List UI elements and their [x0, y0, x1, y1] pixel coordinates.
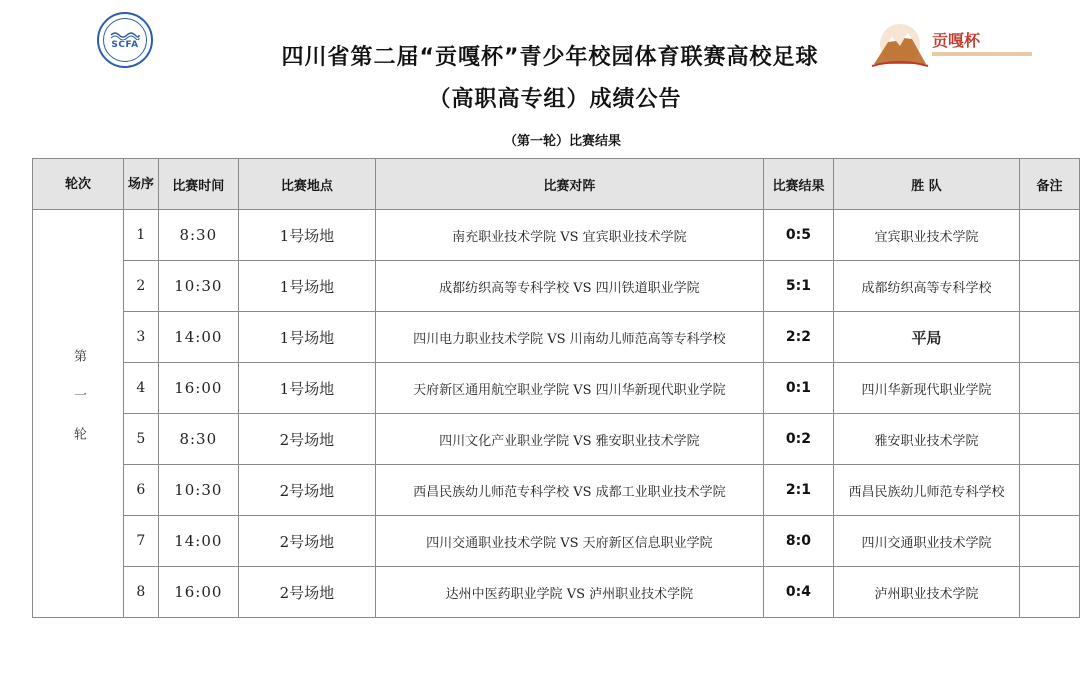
match-cell: 达州中医药职业学院 VS 泸州职业技术学院 — [375, 567, 763, 618]
match-cell: 天府新区通用航空职业学院 VS 四川华新现代职业学院 — [375, 363, 763, 414]
notes-cell — [1020, 261, 1080, 312]
notes-cell — [1020, 210, 1080, 261]
round-subtitle: （第一轮）比赛结果 — [503, 134, 621, 149]
score-cell: 8:0 — [763, 516, 833, 567]
header-match: 比赛对阵 — [375, 159, 763, 210]
venue-cell: 1号场地 — [238, 312, 375, 363]
seq-cell: 6 — [124, 465, 159, 516]
seq-cell: 2 — [124, 261, 159, 312]
table-row — [33, 261, 1080, 312]
time-cell: 8:30 — [158, 210, 238, 261]
match-cell: 南充职业技术学院 VS 宜宾职业技术学院 — [375, 210, 763, 261]
header-seq: 场序 — [124, 159, 159, 210]
venue-cell: 1号场地 — [238, 210, 375, 261]
time-cell: 10:30 — [158, 261, 238, 312]
notes-cell — [1020, 516, 1080, 567]
round-label: 第一轮 — [71, 349, 86, 466]
time-cell: 10:30 — [158, 465, 238, 516]
winner-cell: 宜宾职业技术学院 — [833, 210, 1019, 261]
header-time: 比赛时间 — [158, 159, 238, 210]
match-cell: 四川电力职业技术学院 VS 川南幼儿师范高等专科学校 — [375, 312, 763, 363]
scfa-logo-text: SCFA — [111, 40, 139, 50]
table-row — [33, 414, 1080, 465]
time-cell: 16:00 — [158, 363, 238, 414]
winner-cell: 泸州职业技术学院 — [833, 567, 1019, 618]
time-cell: 14:00 — [158, 516, 238, 567]
score-cell: 0:5 — [763, 210, 833, 261]
table-row — [33, 516, 1080, 567]
notes-cell — [1020, 363, 1080, 414]
header-round: 轮次 — [33, 159, 124, 210]
time-cell: 16:00 — [158, 567, 238, 618]
round-cell — [33, 210, 124, 618]
seq-cell: 7 — [124, 516, 159, 567]
wave-icon — [110, 30, 140, 40]
time-cell: 14:00 — [158, 312, 238, 363]
winner-cell: 雅安职业技术学院 — [833, 414, 1019, 465]
winner-cell-draw: 平局 — [833, 312, 1019, 363]
score-cell: 0:4 — [763, 567, 833, 618]
seq-cell: 1 — [124, 210, 159, 261]
venue-cell: 2号场地 — [238, 567, 375, 618]
venue-cell: 1号场地 — [238, 363, 375, 414]
venue-cell: 2号场地 — [238, 516, 375, 567]
table-row — [33, 210, 1080, 261]
score-cell: 5:1 — [763, 261, 833, 312]
table-row — [33, 465, 1080, 516]
venue-cell: 1号场地 — [238, 261, 375, 312]
table-header-row — [33, 159, 1080, 210]
score-cell: 2:2 — [763, 312, 833, 363]
match-cell: 西昌民族幼儿师范专科学校 VS 成都工业职业技术学院 — [375, 465, 763, 516]
seq-cell: 3 — [124, 312, 159, 363]
notes-cell — [1020, 414, 1080, 465]
score-cell: 0:1 — [763, 363, 833, 414]
score-cell: 2:1 — [763, 465, 833, 516]
seq-cell: 4 — [124, 363, 159, 414]
table-row — [33, 567, 1080, 618]
header-notes: 备注 — [1020, 159, 1080, 210]
seq-cell: 5 — [124, 414, 159, 465]
page-title-line1: 四川省第二届“贡嘎杯”青少年校园体育联赛高校足球 — [281, 45, 819, 70]
match-cell: 四川交通职业技术学院 VS 天府新区信息职业学院 — [375, 516, 763, 567]
notes-cell — [1020, 312, 1080, 363]
header-score: 比赛结果 — [763, 159, 833, 210]
match-cell: 四川文化产业职业学院 VS 雅安职业技术学院 — [375, 414, 763, 465]
winner-cell: 四川华新现代职业学院 — [833, 363, 1019, 414]
gongga-cup-logo-text: 贡嘎杯 — [932, 31, 981, 50]
table-row — [33, 312, 1080, 363]
venue-cell: 2号场地 — [238, 414, 375, 465]
score-cell: 0:2 — [763, 414, 833, 465]
winner-cell: 西昌民族幼儿师范专科学校 — [833, 465, 1019, 516]
winner-cell: 成都纺织高等专科学校 — [833, 261, 1019, 312]
winner-cell: 四川交通职业技术学院 — [833, 516, 1019, 567]
seq-cell: 8 — [124, 567, 159, 618]
notes-cell — [1020, 567, 1080, 618]
results-table — [32, 158, 1080, 618]
table-row — [33, 363, 1080, 414]
page-title-line2: （高职高专组）成绩公告 — [428, 87, 682, 112]
match-cell: 成都纺织高等专科学校 VS 四川铁道职业学院 — [375, 261, 763, 312]
venue-cell: 2号场地 — [238, 465, 375, 516]
notes-cell — [1020, 465, 1080, 516]
time-cell: 8:30 — [158, 414, 238, 465]
header-venue: 比赛地点 — [238, 159, 375, 210]
header-winner: 胜 队 — [833, 159, 1019, 210]
